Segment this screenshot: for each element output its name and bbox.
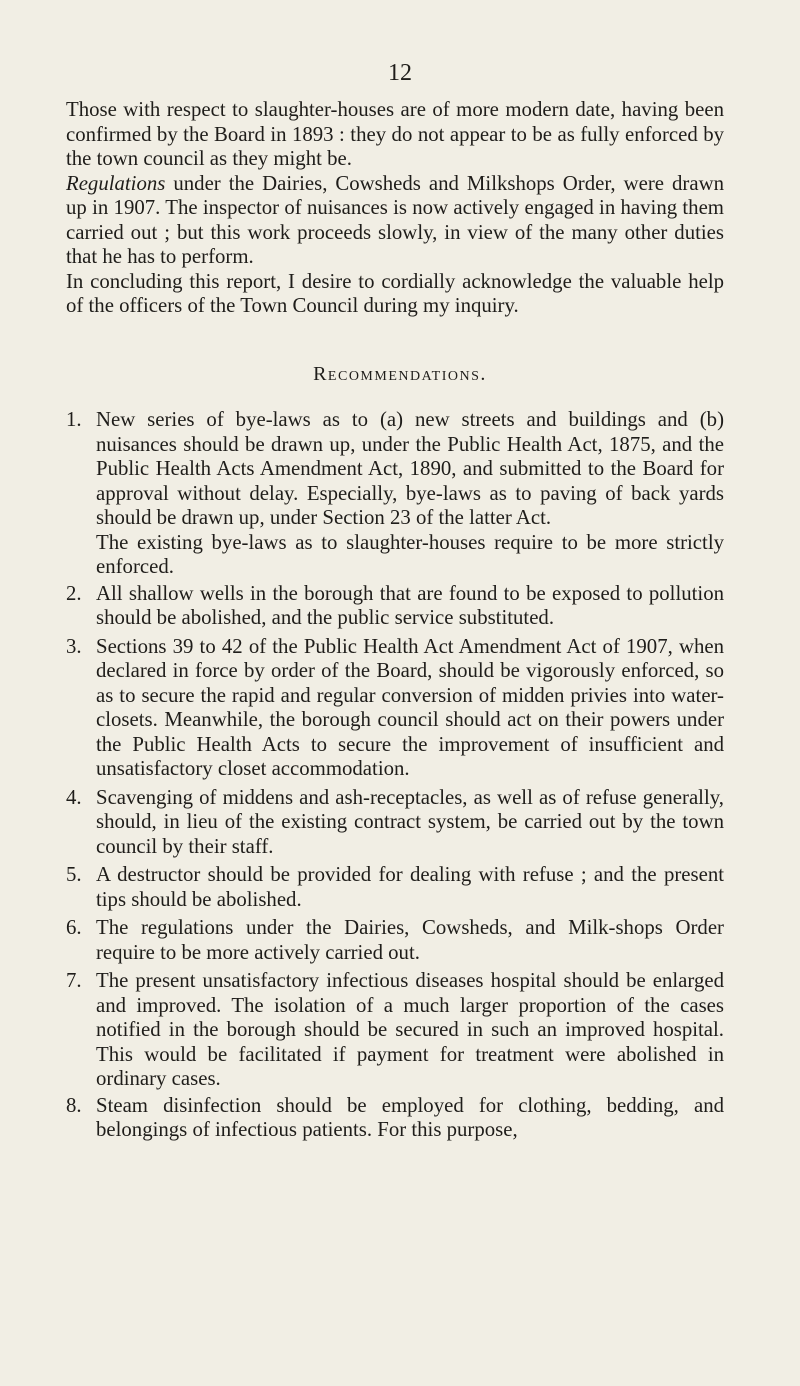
recommendation-number: 7. [66, 969, 82, 992]
recommendation-text: The regulations under the Dairies, Cowsheds, and Milk-shops Order require to be more actively carried out. [96, 916, 724, 964]
recommendations-heading: Recommendations. [313, 363, 487, 385]
intro-paragraph-2-text: under the Dairies, Cowsheds and Milkshops Order, were drawn up in 1907. The inspector of nuisances is now actively engaged in having them carried out ; but this work proceeds slowly, in view of the many other duties that he has to perform. [66, 171, 724, 268]
recommendation-text: A destructor should be provided for dealing with refuse ; and the present tips should be abolished. [96, 863, 724, 911]
recommendation-text: Steam disinfection should be employed for clothing, bedding, and belongings of infectious patients. For this purpose, [96, 1093, 724, 1141]
recommendation-text: Sections 39 to 42 of the Public Health Act Amendment Act of 1907, when declared in force by order of the Board, should be vigorously enforced, so as to secure the rapid and regular conversion of midden privies into water-closets. Meanwhile, the borough council should act on their powers under the Public Health Acts to secure the improvement of insufficient and unsatisfactory closet accommodation. [96, 634, 724, 780]
intro-paragraph-3: In concluding this report, I desire to cordially acknowledge the valuable help of the officers of the Town Council during my inquiry. [66, 269, 724, 317]
regulations-italic: Regulations [66, 171, 166, 195]
recommendation-text: New series of bye-laws as to (a) new streets and buildings and (b) nuisances should be drawn up, under the Public Health Act, 1875, and the Public Health Acts Amendment Act, 1890, and submitted to the Board for approval without delay. Especially, bye-laws as to paving of back yards should be drawn up, under Section 23 of the latter Act. [96, 408, 724, 529]
recommendation-item [66, 916, 724, 965]
recommendation-number: 8. [66, 1093, 82, 1117]
recommendation-item [66, 969, 724, 1092]
recommendations-list [66, 408, 724, 1143]
section-heading [0, 363, 800, 386]
recommendation-number: 4. [66, 785, 82, 809]
recommendation-subparagraph: The existing bye-laws as to slaughter-houses require to be more strictly enforced. [96, 530, 724, 578]
recommendation-item [66, 1094, 724, 1143]
recommendation-item [66, 863, 724, 912]
intro-section [66, 98, 724, 319]
recommendation-number: 6. [66, 916, 82, 939]
intro-paragraph-2 [66, 172, 724, 270]
recommendation-item [66, 635, 724, 782]
recommendation-number: 3. [66, 634, 82, 658]
recommendation-number: 1. [66, 408, 82, 431]
recommendation-text: The present unsatisfactory infectious diseases hospital should be enlarged and improved. The isolation of a much larger proportion of the cases notified in the borough should be secured in such an improved hospital. This would be facilitated if payment for treatment were abolished in ordinary cases. [96, 969, 724, 1090]
recommendation-item [66, 408, 724, 531]
intro-paragraph-1: Those with respect to slaughter-houses are of more modern date, having been confirmed by the Board in 1893 : they do not appear to be as fully enforced by the town council as they might be. [66, 98, 724, 170]
recommendation-item [66, 786, 724, 860]
recommendation-text: Scavenging of middens and ash-receptacles, as well as of refuse generally, should, in lieu of the existing contract system, be carried out by the town council by their staff. [96, 785, 724, 858]
recommendation-number: 5. [66, 863, 82, 886]
recommendation-number: 2. [66, 581, 82, 605]
recommendation-text: All shallow wells in the borough that are found to be exposed to pollution should be abolished, and the public service substituted. [96, 581, 724, 629]
recommendation-item [66, 582, 724, 631]
page-number: 12 [388, 60, 412, 86]
